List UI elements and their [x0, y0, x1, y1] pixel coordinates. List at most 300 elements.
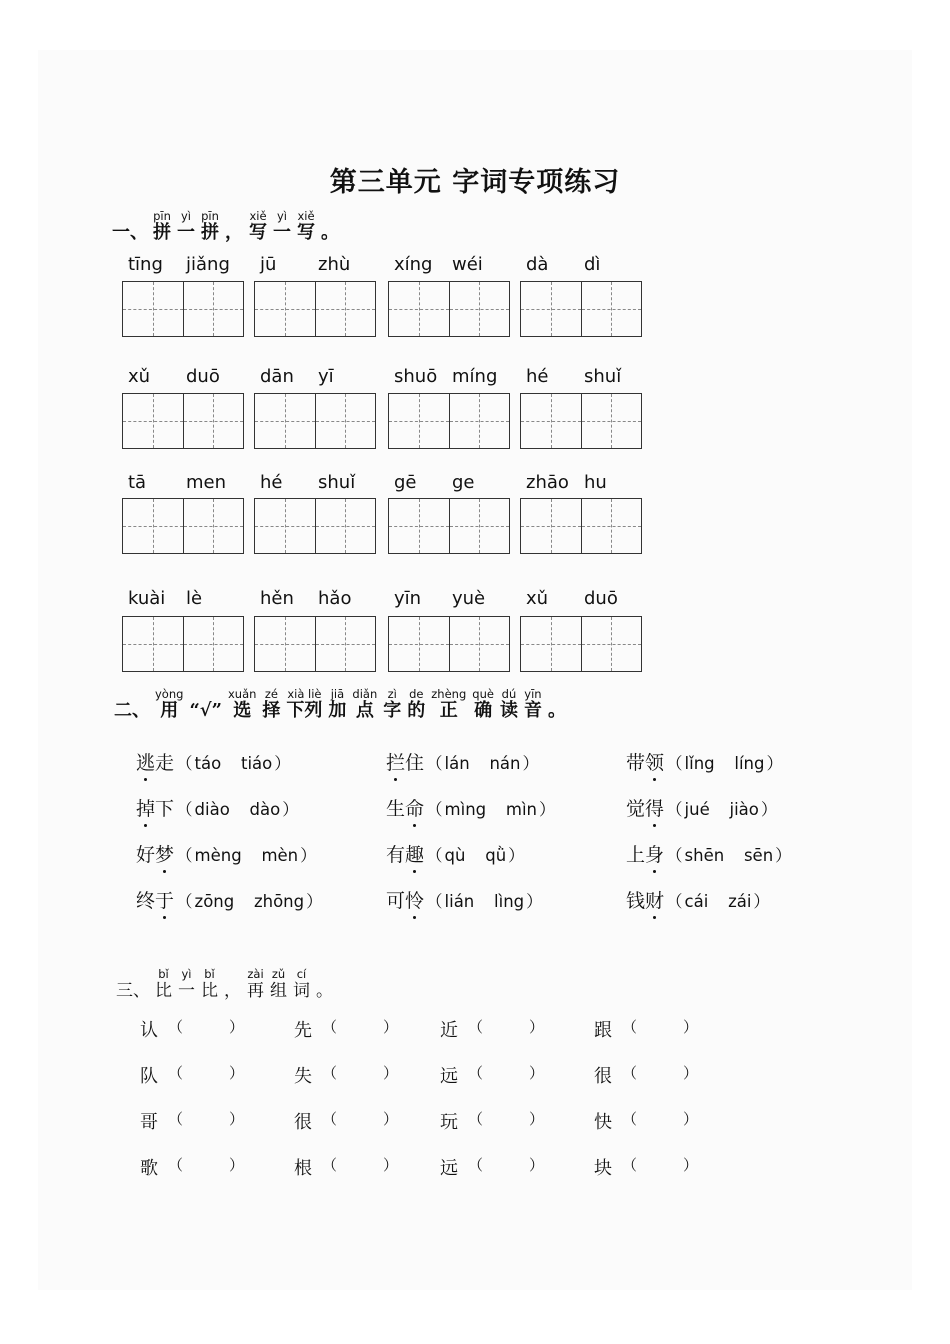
pinyin-annotation: yòng	[155, 687, 184, 701]
tianzige-box-pair[interactable]	[254, 281, 376, 337]
section2-number: 二、	[114, 700, 150, 721]
section1-number: 一、	[112, 222, 148, 243]
writing-cell[interactable]	[521, 499, 581, 553]
compare-char: 很	[294, 1112, 312, 1133]
hanzi: 的	[407, 700, 426, 721]
writing-cell[interactable]	[183, 617, 244, 671]
pinyin-option-2[interactable]: dào	[249, 800, 281, 819]
writing-cell[interactable]	[123, 617, 183, 671]
word-char-2: 得	[645, 794, 664, 821]
pinyin-annotation: xiě	[297, 209, 315, 223]
close-paren: ）	[760, 800, 778, 819]
open-paren: （	[666, 754, 683, 773]
pinyin-options[interactable]	[426, 750, 541, 774]
section3-heading-char	[178, 968, 195, 1001]
writing-cell[interactable]	[315, 499, 376, 553]
compare-word-item	[440, 1016, 544, 1042]
pronunciation-item	[386, 886, 545, 913]
section2-heading-char	[155, 688, 183, 721]
answer-blank[interactable]: （ ）	[468, 1110, 545, 1128]
open-paren: （	[666, 846, 683, 865]
compare-char: 哥	[140, 1112, 158, 1133]
section2-heading-char	[431, 688, 466, 721]
pinyin-annotation: de	[409, 687, 424, 701]
pinyin-syllable: gē	[394, 472, 417, 493]
pinyin-option-1[interactable]: zōng	[194, 892, 235, 911]
pinyin-option-2[interactable]: mèn	[261, 846, 299, 865]
pinyin-syllable: yī	[318, 366, 334, 387]
hanzi: 读	[499, 700, 518, 721]
word-char-2: 走	[155, 752, 175, 774]
pinyin-option-1[interactable]: cái	[684, 892, 709, 911]
compare-word-item	[294, 1016, 398, 1042]
compare-word-item	[594, 1016, 698, 1042]
section3-heading-char	[293, 968, 310, 1001]
section3-heading-char	[316, 968, 333, 1001]
section3-heading-char	[155, 968, 172, 1001]
section1-heading-char	[153, 210, 171, 243]
pinyin-syllable: dà	[526, 254, 549, 275]
word-char-1: 觉	[626, 798, 646, 820]
hanzi: 拼	[153, 222, 171, 243]
pinyin-options[interactable]	[176, 796, 301, 820]
hanzi: 点	[355, 700, 374, 721]
answer-blank[interactable]: （ ）	[622, 1156, 699, 1174]
writing-cell[interactable]	[389, 617, 449, 671]
pinyin-syllable: hǎo	[318, 588, 352, 609]
tianzige-box-pair[interactable]	[388, 498, 510, 554]
pinyin-annotation: pīn	[201, 209, 219, 223]
pinyin-syllable: shuō	[394, 366, 438, 387]
section1-heading-char	[273, 210, 291, 243]
pinyin-syllable: duō	[584, 588, 618, 609]
pinyin-options[interactable]	[666, 842, 794, 866]
tianzige-box-pair[interactable]	[520, 393, 642, 449]
compare-char: 块	[594, 1158, 612, 1179]
hanzi: 写	[249, 222, 267, 243]
writing-cell[interactable]	[255, 394, 315, 448]
pinyin-annotation: xiě	[249, 209, 267, 223]
hanzi: 。	[316, 981, 333, 1001]
word-char-1: 可	[386, 890, 406, 912]
tianzige-box-pair[interactable]	[254, 616, 376, 672]
word-char-2: 怜	[405, 886, 424, 913]
open-paren: （	[176, 846, 193, 865]
pinyin-syllable: míng	[452, 366, 498, 387]
hanzi: 确	[474, 700, 493, 721]
writing-cell[interactable]	[389, 394, 449, 448]
pronunciation-item	[386, 840, 527, 867]
pinyin-syllable: duō	[186, 366, 220, 387]
pinyin-annotation: yì	[276, 209, 287, 223]
writing-cell[interactable]	[521, 617, 581, 671]
pinyin-annotation: pīn	[153, 209, 171, 223]
pinyin-annotation: zé	[264, 687, 278, 701]
compare-word-item	[294, 1062, 398, 1088]
hanzi: 选	[233, 700, 252, 721]
compare-word-item	[140, 1154, 244, 1180]
pinyin-annotation: yì	[180, 209, 191, 223]
section2-heading-char	[472, 688, 494, 721]
pinyin-annotation: zài	[247, 967, 264, 981]
section2-heading-char	[328, 688, 346, 721]
tianzige-box-pair[interactable]	[388, 393, 510, 449]
emphasis-dot	[653, 824, 656, 827]
pinyin-annotation	[323, 968, 327, 981]
emphasis-dot	[144, 824, 147, 827]
pronunciation-item	[626, 886, 772, 913]
pinyin-annotation: què	[472, 687, 494, 701]
word-char-1: 好	[136, 844, 156, 866]
compare-char: 远	[440, 1158, 458, 1179]
compare-char: 远	[440, 1066, 458, 1087]
pinyin-syllable: xíng	[394, 254, 433, 275]
writing-cell[interactable]	[581, 617, 642, 671]
open-paren: （	[426, 892, 443, 911]
pinyin-syllable: yīn	[394, 588, 422, 609]
close-paren: ）	[526, 892, 543, 911]
pinyin-option-2[interactable]: sēn	[743, 846, 774, 865]
close-paren: ）	[300, 846, 317, 865]
compare-word-item	[140, 1016, 244, 1042]
section1-heading-char	[177, 210, 195, 243]
pinyin-option-2[interactable]: lìng	[494, 892, 525, 911]
pronunciation-item	[386, 794, 558, 821]
pinyin-options[interactable]	[666, 888, 772, 912]
open-paren: （	[426, 800, 443, 819]
compare-char: 歌	[140, 1158, 158, 1179]
emphasis-dot	[653, 870, 656, 873]
open-paren: （	[176, 800, 193, 819]
word-char-2: 命	[405, 794, 424, 821]
open-paren: （	[176, 892, 193, 911]
close-paren: ）	[775, 846, 792, 865]
pinyin-syllable: zhāo	[526, 472, 569, 493]
word-char-1: 带	[626, 752, 646, 774]
hanzi: 加	[328, 700, 347, 721]
pinyin-annotation: xuǎn	[227, 687, 257, 701]
hanzi: 一	[273, 222, 291, 243]
pinyin-option-1[interactable]: mèng	[194, 846, 242, 865]
hanzi: 音	[523, 700, 542, 721]
hanzi: 。	[321, 222, 339, 243]
hanzi: 拼	[201, 222, 219, 243]
pinyin-syllable: shuǐ	[318, 472, 356, 493]
answer-blank[interactable]: （ ）	[468, 1156, 545, 1174]
writing-cell[interactable]	[581, 499, 642, 553]
word-char-2: 趣	[405, 840, 424, 867]
compare-word-item	[594, 1154, 698, 1180]
compare-char: 快	[594, 1112, 612, 1133]
pinyin-options[interactable]	[176, 888, 325, 912]
writing-cell[interactable]	[449, 617, 510, 671]
writing-cell[interactable]	[183, 282, 244, 336]
pinyin-option-2[interactable]: líng	[734, 754, 765, 773]
pinyin-options[interactable]	[666, 796, 779, 820]
hanzi: 一	[177, 222, 195, 243]
open-paren: （	[176, 754, 193, 773]
tianzige-box-pair[interactable]	[520, 498, 642, 554]
pinyin-syllable: zhù	[318, 254, 351, 275]
answer-blank[interactable]: （ ）	[322, 1156, 399, 1174]
word-char-2: 下	[155, 798, 175, 820]
hanzi: 择	[262, 700, 281, 721]
compare-char: 先	[294, 1020, 312, 1041]
answer-blank[interactable]: （ ）	[168, 1156, 245, 1174]
hanzi: 词	[293, 981, 310, 1001]
answer-blank[interactable]: （ ）	[168, 1110, 245, 1128]
compare-word-item	[294, 1154, 398, 1180]
writing-cell[interactable]	[315, 394, 376, 448]
word-char-1: 拦	[386, 748, 405, 775]
pinyin-options[interactable]	[426, 888, 545, 912]
pinyin-options[interactable]	[426, 796, 557, 820]
pinyin-option-2[interactable]: nán	[489, 754, 521, 773]
pinyin-option-1[interactable]: shēn	[684, 846, 725, 865]
tianzige-box-pair[interactable]	[122, 393, 244, 449]
pinyin-syllable: hé	[260, 472, 283, 493]
hanzi: 再	[247, 981, 264, 1001]
pinyin-syllable: ge	[452, 472, 475, 493]
close-paren: ）	[508, 846, 525, 865]
tianzige-box-pair[interactable]	[254, 393, 376, 449]
compare-char: 失	[294, 1066, 312, 1087]
word-char-2: 财	[645, 886, 664, 913]
emphasis-dot	[413, 870, 416, 873]
page-title: 第三单元 字词专项练习	[329, 167, 621, 198]
pinyin-syllable: jū	[260, 254, 277, 275]
pronunciation-item	[386, 748, 541, 775]
writing-cell[interactable]	[315, 617, 376, 671]
tianzige-box-pair[interactable]	[520, 281, 642, 337]
pinyin-syllable: men	[186, 472, 227, 493]
pinyin-option-1[interactable]: lán	[444, 754, 470, 773]
writing-cell[interactable]	[123, 394, 183, 448]
pinyin-option-1[interactable]: lǐng	[684, 754, 715, 773]
answer-blank[interactable]: （ ）	[322, 1064, 399, 1082]
section2-heading-char	[383, 688, 401, 721]
pronunciation-item	[136, 886, 325, 913]
compare-word-item	[140, 1108, 244, 1134]
word-char-2: 于	[155, 886, 174, 913]
compare-word-item	[440, 1108, 544, 1134]
section3-heading-char	[270, 968, 287, 1001]
writing-cell[interactable]	[123, 499, 183, 553]
pinyin-option-1[interactable]: táo	[194, 754, 222, 773]
pinyin-option-1[interactable]: qù	[444, 846, 466, 865]
section3-heading	[116, 968, 336, 1001]
section2-heading-char	[407, 688, 425, 721]
tianzige-box-pair[interactable]	[254, 498, 376, 554]
word-char-2: 梦	[155, 840, 174, 867]
tianzige-box-pair[interactable]	[388, 616, 510, 672]
pinyin-option-2[interactable]: qǜ	[485, 846, 507, 865]
section3-heading-char	[224, 968, 241, 1001]
pinyin-options[interactable]	[176, 842, 319, 866]
open-paren: （	[426, 846, 443, 865]
close-paren: ）	[282, 800, 299, 819]
answer-blank[interactable]: （ ）	[168, 1064, 245, 1082]
emphasis-dot	[653, 916, 656, 919]
tianzige-box-pair[interactable]	[520, 616, 642, 672]
section2-heading-char	[228, 688, 256, 721]
word-char-1: 掉	[136, 794, 155, 821]
writing-cell[interactable]	[581, 394, 642, 448]
writing-cell[interactable]	[255, 499, 315, 553]
hanzi: 组	[270, 981, 287, 1001]
answer-blank[interactable]: （ ）	[622, 1018, 699, 1036]
pinyin-syllable: lè	[186, 588, 203, 609]
hanzi: “√”	[189, 700, 222, 721]
word-char-1: 逃	[136, 748, 155, 775]
writing-cell[interactable]	[449, 499, 510, 553]
open-paren: （	[426, 754, 443, 773]
writing-cell[interactable]	[123, 282, 183, 336]
pinyin-options[interactable]	[176, 750, 293, 774]
writing-cell[interactable]	[255, 282, 315, 336]
writing-cell[interactable]	[449, 394, 510, 448]
hanzi: ，	[224, 981, 241, 1001]
section2-heading-char	[189, 688, 222, 721]
word-char-1: 上	[626, 844, 646, 866]
pinyin-syllable: wéi	[452, 254, 483, 275]
emphasis-dot	[163, 870, 166, 873]
writing-cell[interactable]	[521, 282, 581, 336]
answer-blank[interactable]: （ ）	[322, 1110, 399, 1128]
section3-number: 三、	[116, 981, 150, 1001]
close-paren: ）	[753, 892, 770, 911]
pinyin-options[interactable]	[426, 842, 527, 866]
answer-blank[interactable]: （ ）	[168, 1018, 245, 1036]
emphasis-dot	[144, 778, 147, 781]
answer-blank[interactable]: （ ）	[468, 1018, 545, 1036]
answer-blank[interactable]: （ ）	[622, 1064, 699, 1082]
pinyin-options[interactable]	[666, 750, 785, 774]
hanzi: 一	[178, 981, 195, 1001]
open-paren: （	[666, 800, 683, 819]
compare-word-item	[440, 1062, 544, 1088]
section2-heading-char	[524, 688, 542, 721]
pronunciation-item	[136, 840, 319, 867]
section2-heading-char	[262, 688, 280, 721]
compare-word-item	[140, 1062, 244, 1088]
hanzi: 写	[297, 222, 315, 243]
pinyin-option-2[interactable]: jiào	[729, 800, 759, 819]
pinyin-syllable: jiǎng	[186, 254, 230, 275]
pinyin-annotation	[231, 968, 235, 981]
close-paren: ）	[274, 754, 291, 773]
compare-char: 玩	[440, 1112, 458, 1133]
section1-heading-char	[297, 210, 315, 243]
emphasis-dot	[413, 824, 416, 827]
writing-cell[interactable]	[315, 282, 376, 336]
section2-heading-char	[548, 688, 566, 721]
emphasis-dot	[394, 778, 397, 781]
pinyin-syllable: hé	[526, 366, 549, 387]
pinyin-annotation: zǔ	[271, 967, 286, 981]
tianzige-box-pair[interactable]	[122, 616, 244, 672]
pinyin-syllable: tīng	[128, 254, 163, 275]
writing-cell[interactable]	[183, 394, 244, 448]
tianzige-box-pair[interactable]	[122, 498, 244, 554]
section2-heading-char	[286, 688, 322, 721]
pinyin-syllable: yuè	[452, 588, 486, 609]
word-char-1: 终	[136, 890, 156, 912]
pinyin-annotation: yīn	[524, 687, 542, 701]
tianzige-box-pair[interactable]	[388, 281, 510, 337]
word-char-1: 有	[386, 844, 406, 866]
pinyin-annotation: diǎn	[352, 687, 378, 701]
answer-blank[interactable]: （ ）	[322, 1018, 399, 1036]
pinyin-option-1[interactable]: lián	[444, 892, 475, 911]
compare-char: 跟	[594, 1020, 612, 1041]
pinyin-annotation: cí	[296, 967, 307, 981]
writing-cell[interactable]	[255, 617, 315, 671]
answer-blank[interactable]: （ ）	[622, 1110, 699, 1128]
section1-heading	[112, 210, 342, 243]
pinyin-annotation: zì	[387, 687, 397, 701]
pinyin-syllable: xǔ	[526, 588, 549, 609]
word-char-1: 钱	[626, 890, 646, 912]
pinyin-syllable: hěn	[260, 588, 294, 609]
word-char-2: 领	[645, 748, 664, 775]
writing-cell[interactable]	[389, 499, 449, 553]
open-paren: （	[666, 892, 683, 911]
writing-cell[interactable]	[581, 282, 642, 336]
close-paren: ）	[539, 800, 556, 819]
pinyin-annotation: bǐ	[158, 967, 169, 981]
pinyin-option-2[interactable]: tiáo	[240, 754, 273, 773]
word-char-1: 生	[386, 798, 406, 820]
pinyin-syllable: kuài	[128, 588, 166, 609]
compare-word-item	[440, 1154, 544, 1180]
hanzi: ，	[225, 222, 243, 243]
pinyin-option-1[interactable]: diào	[194, 800, 230, 819]
section2-heading-char	[352, 688, 377, 721]
section3-heading-char	[247, 968, 264, 1001]
pinyin-option-2[interactable]: mìn	[505, 800, 537, 819]
section2-heading-char	[500, 688, 518, 721]
section2-heading	[114, 688, 569, 721]
pinyin-option-2[interactable]: zhōng	[253, 892, 305, 911]
writing-cell[interactable]	[521, 394, 581, 448]
compare-word-item	[594, 1062, 698, 1088]
hanzi: 正	[439, 700, 458, 721]
writing-cell[interactable]	[183, 499, 244, 553]
pinyin-option-2[interactable]: zái	[728, 892, 752, 911]
pinyin-syllable: dì	[584, 254, 601, 275]
pinyin-syllable: hu	[584, 472, 607, 493]
writing-cell[interactable]	[389, 282, 449, 336]
compare-char: 队	[140, 1066, 158, 1087]
pinyin-annotation: zhèng	[431, 687, 467, 701]
pronunciation-item	[626, 794, 779, 821]
pinyin-syllable: shuǐ	[584, 366, 622, 387]
pinyin-option-1[interactable]: mìng	[444, 800, 487, 819]
pronunciation-item	[136, 794, 301, 821]
hanzi: 比	[155, 981, 172, 1001]
section3-heading-char	[201, 968, 218, 1001]
pinyin-option-1[interactable]: jué	[684, 800, 710, 819]
tianzige-box-pair[interactable]	[122, 281, 244, 337]
writing-cell[interactable]	[449, 282, 510, 336]
pinyin-annotation: dú	[501, 687, 517, 701]
pinyin-annotation: bǐ	[204, 967, 215, 981]
answer-blank[interactable]: （ ）	[468, 1064, 545, 1082]
hanzi: 。	[547, 700, 566, 721]
pronunciation-item	[626, 840, 794, 867]
compare-char: 认	[140, 1020, 158, 1041]
